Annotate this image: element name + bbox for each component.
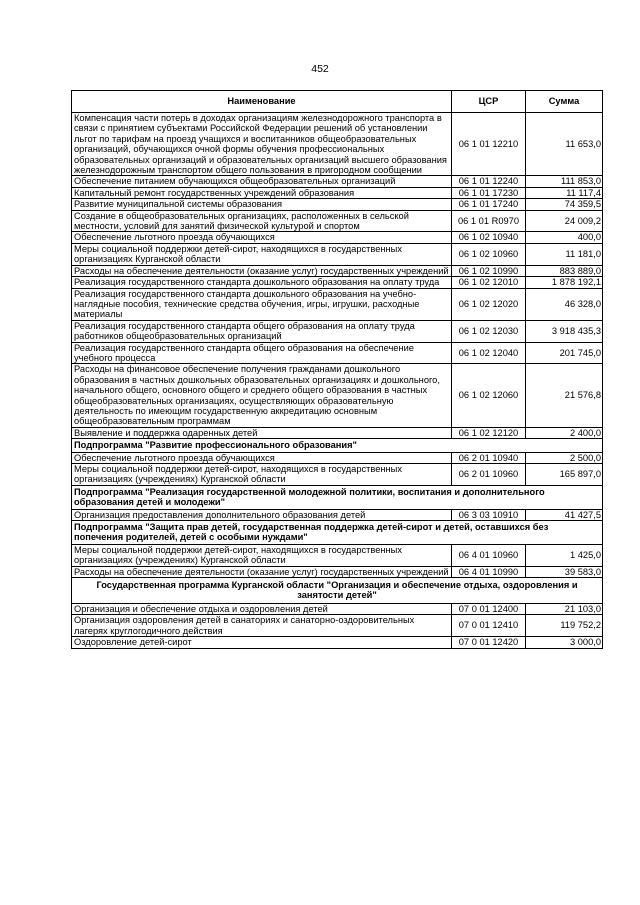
row-code-cell: 06 1 01 17240 [452,199,526,210]
row-name-cell: Реализация государственного стандарта общего образования на оплату труда работников общеобразовательных организаций [72,320,452,342]
row-code-cell: 06 1 02 10960 [452,243,526,265]
row-name-cell: Создание в общеобразовательных организациях, расположенных в сельской местности, условий для занятий физической культурой и спортом [72,210,452,232]
row-code-cell: 06 1 02 12120 [452,427,526,438]
row-name-cell: Организация и обеспечение отдыха и оздоровления детей [72,603,452,614]
row-sum-cell: 1 878 192,1 [526,277,603,288]
row-name-cell: Реализация государственного стандарта дошкольного образования на учебно-наглядные пособия, технические средства обучения, игры, игрушки, расходные материалы [72,288,452,320]
row-sum-cell: 2 500,0 [526,452,603,463]
row-code-cell: 06 4 01 10990 [452,566,526,577]
row-sum-cell: 3 000,0 [526,637,603,648]
row-code-cell: 06 2 01 10960 [452,464,526,486]
row-sum-cell: 24 009,2 [526,210,603,232]
row-name-cell: Расходы на финансовое обеспечение получения гражданами дошкольного образования в частных дошкольных образовательных организациях и дошкольного, начального общего, основного общего и среднего общего образования в частных общеобразовательных организациях, осуществляющих образовательную деятельность по имеющим государственную аккредитацию основным общеобразовательным программам [72,364,452,427]
row-sum-cell: 11 653,0 [526,113,603,176]
row-name-cell: Реализация государственного стандарта дошкольного образования на оплату труда [72,277,452,288]
row-name-cell: Обеспечение льготного проезда обучающихся [72,452,452,463]
table-row [72,243,603,265]
budget-table [71,90,603,649]
row-code-cell: 07 0 01 12420 [452,637,526,648]
row-name-cell: Развитие муниципальной системы образования [72,199,452,210]
column-header-sum: Сумма [526,91,603,113]
row-name-cell: Расходы на обеспечение деятельности (оказание услуг) государственных учреждений [72,566,452,577]
row-sum-cell: 111 853,0 [526,176,603,187]
row-name-cell: Организация оздоровления детей в санаториях и санаторно-оздоровительных лагерях круглогодичного действия [72,615,452,637]
row-sum-cell: 119 752,2 [526,615,603,637]
row-code-cell: 06 1 02 12010 [452,277,526,288]
row-sum-cell: 11 117,4 [526,187,603,198]
table-row [72,342,603,364]
row-code-cell: 06 2 01 10940 [452,452,526,463]
row-name-cell: Обеспечение питанием обучающихся общеобразовательных организаций [72,176,452,187]
table-row [72,232,603,243]
subprogram-heading-row [72,485,603,509]
row-code-cell: 06 1 02 10940 [452,232,526,243]
row-code-cell: 06 1 01 12240 [452,176,526,187]
row-name-cell: Меры социальной поддержки детей-сирот, находящихся в государственных организациях (учреждениях) Курганской области [72,544,452,566]
column-header-name: Наименование [72,91,452,113]
table-row [72,464,603,486]
row-code-cell: 06 1 01 17230 [452,187,526,198]
table-row [72,199,603,210]
table-row [72,320,603,342]
table-row [72,509,603,520]
row-name-cell: Капитальный ремонт государственных учреждений образования [72,187,452,198]
row-name-cell: Выявление и поддержка одаренных детей [72,427,452,438]
table-row [72,427,603,438]
row-code-cell: 07 0 01 12400 [452,603,526,614]
row-code-cell: 06 1 02 12040 [452,342,526,364]
row-sum-cell: 41 427,5 [526,509,603,520]
row-code-cell: 06 1 02 12030 [452,320,526,342]
row-code-cell: 06 1 01 R0970 [452,210,526,232]
row-name-cell: Оздоровление детей-сирот [72,637,452,648]
table-row [72,637,603,648]
table-row [72,288,603,320]
program-heading-row [72,578,603,604]
row-name-cell: Реализация государственного стандарта общего образования на обеспечение учебного процесса [72,342,452,364]
subprogram-title: Подпрограмма "Развитие профессионального образования" [72,439,603,452]
row-name-cell: Меры социальной поддержки детей-сирот, находящихся в государственных организациях (учреждениях) Курганской области [72,464,452,486]
table-row [72,452,603,463]
row-sum-cell: 2 400,0 [526,427,603,438]
subprogram-title: Подпрограмма "Защита прав детей, государственная поддержка детей-сирот и детей, оставшихся без попечения родителей, детей с особыми нуждами" [72,521,603,545]
table-row [72,364,603,427]
subprogram-heading-row [72,521,603,545]
row-sum-cell: 1 425,0 [526,544,603,566]
table-row [72,210,603,232]
row-sum-cell: 883 889,0 [526,265,603,276]
table-body [72,113,603,649]
row-sum-cell: 39 583,0 [526,566,603,577]
table-row [72,176,603,187]
row-sum-cell: 201 745,0 [526,342,603,364]
table-row [72,566,603,577]
row-sum-cell: 11 181,0 [526,243,603,265]
table-row [72,277,603,288]
subprogram-heading-row [72,439,603,452]
row-name-cell: Обеспечение льготного проезда обучающихся [72,232,452,243]
program-title: Государственная программа Курганской области "Организация и обеспечение отдыха, оздоровления и занятости детей" [72,578,603,604]
row-code-cell: 06 1 02 12020 [452,288,526,320]
row-sum-cell: 21 103,0 [526,603,603,614]
row-code-cell: 06 4 01 10960 [452,544,526,566]
row-name-cell: Расходы на обеспечение деятельности (оказание услуг) государственных учреждений [72,265,452,276]
table-row [72,615,603,637]
row-sum-cell: 3 918 435,3 [526,320,603,342]
row-code-cell: 06 3 03 10910 [452,509,526,520]
table-row [72,265,603,276]
row-sum-cell: 74 359,5 [526,199,603,210]
subprogram-title: Подпрограмма "Реализация государственной молодежной политики, воспитания и дополнительного образования детей и молодежи" [72,485,603,509]
column-header-code: ЦСР [452,91,526,113]
row-code-cell: 07 0 01 12410 [452,615,526,637]
row-sum-cell: 165 897,0 [526,464,603,486]
page-number: 452 [311,63,329,75]
row-code-cell: 06 1 02 12060 [452,364,526,427]
row-code-cell: 06 1 01 12210 [452,113,526,176]
row-sum-cell: 400,0 [526,232,603,243]
table-row [72,544,603,566]
table-row [72,113,603,176]
row-sum-cell: 21 576,8 [526,364,603,427]
row-name-cell: Компенсация части потерь в доходах организациям железнодорожного транспорта в связи с принятием субъектами Российской Федерации решений об установлении льгот по тарифам на проезд учащихся и воспитанников общеобразовательных организаций, обучающихся очной формы обучения профессиональных образовательных организаций и образовательных организаций высшего образования железнодорожным транспортом общего пользования в пригородном сообщении [72,113,452,176]
table-row [72,603,603,614]
table-row [72,187,603,198]
row-sum-cell: 46 328,0 [526,288,603,320]
row-name-cell: Меры социальной поддержки детей-сирот, находящихся в государственных организациях Курганской области [72,243,452,265]
table-header-row [72,91,603,113]
row-code-cell: 06 1 02 10990 [452,265,526,276]
row-name-cell: Организация предоставления дополнительного образования детей [72,509,452,520]
